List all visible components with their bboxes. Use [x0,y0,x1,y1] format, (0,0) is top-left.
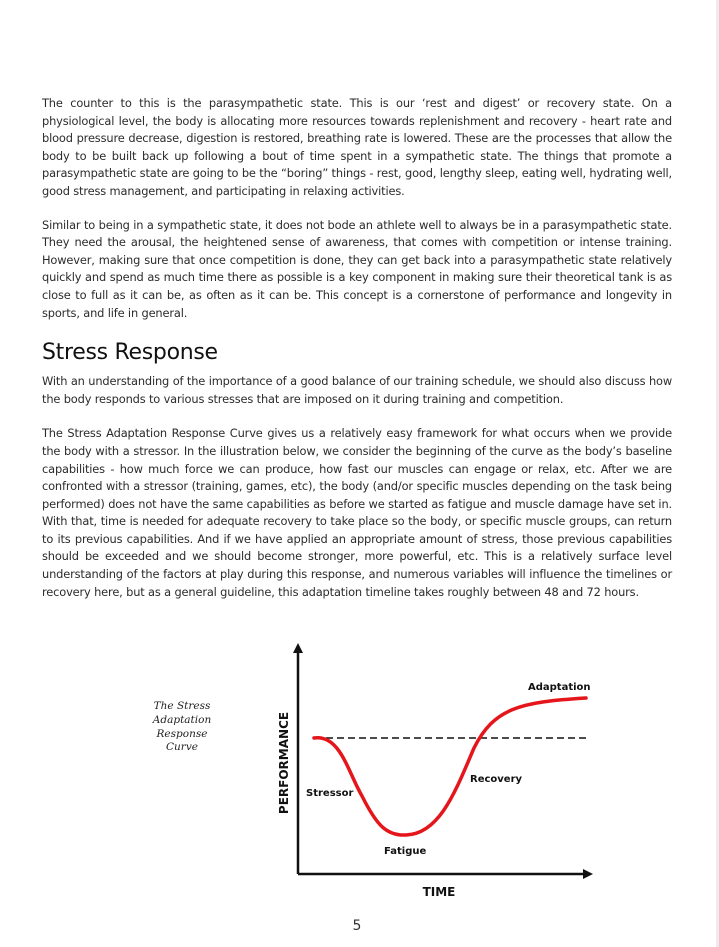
section-heading: Stress Response [42,340,218,366]
stress-adaptation-figure [140,638,610,903]
stress-response-curve [314,698,586,835]
y-axis-label: PERFORMANCE [277,711,291,815]
caption-line: Adaptation [152,713,212,726]
caption-line: Response [156,727,208,740]
paragraph-stress-curve: The Stress Adaptation Response Curve gives us a relatively easy framework for what occurs when we provide the body with a stressor. In the illustration below, we consider the beginning of the curve as the body’s baseline capabilities - how much force we can produce, how fast our muscles can engage or relax, etc. After we are confronted with a stressor (training, games, etc), the body (and/or specific muscles depending on the task being performed) does not have the same capabilities as before we started as fatigue and muscle damage have set in. With that, time is needed for adequate recovery to take place so the body, or specific muscle groups, can return to its previous capabilities. And if we have applied an appropriate amount of stress, those previous capabilities should be exceeded and we should become stronger, more powerful, etc. This is a relatively surface level understanding of the factors at play during this response, and numerous variables will influence the timelines or recovery here, but as a general guideline, this adaptation timeline takes roughly between 48 and 72 hours. [42,426,672,599]
paragraph-balance: Similar to being in a sympathetic state, it does not bode an athlete well to always be in a parasympathetic state. They need the arousal, the heightened sense of awareness, that comes with competition or intense training. However, making sure that once competition is done, they can get back into a parasympathetic state relatively quickly and spend as much time there as possible is a key component in making sure their theoretical tank is as close to full as it can be, as often as it can be. This concept is a cornerstone of performance and longevity in sports, and life in general. [42,217,672,320]
page-content [42,95,672,617]
caption-line: The Stress [153,700,211,712]
page-number: 5 [352,918,362,934]
caption-line: Curve [166,741,198,754]
paragraph-stress-intro: With an understanding of the importance of a good balance of our training schedule, we should also discuss how the body responds to various stresses that are imposed on it during training and competition. [42,374,672,406]
stress-curve-diagram [140,638,610,903]
adaptation-label: Adaptation [528,682,591,693]
x-axis-label: TIME [422,885,456,899]
recovery-label: Recovery [470,774,523,785]
stressor-label: Stressor [306,788,354,799]
fatigue-label: Fatigue [384,846,427,857]
paragraph-parasympathetic: The counter to this is the parasympathetic state. This is our ‘rest and digest’ or recovery state. On a physiological level, the body is allocating more resources towards replenishment and recovery - heart rate and blood pressure decrease, digestion is restored, breathing rate is lowered. These are the processes that allow the body to be built back up following a bout of time spent in a sympathetic state. The things that promote a parasympathetic state are going to be the “boring” things - rest, good, lengthy sleep, eating well, hydrating well, good stress management, and participating in relaxing activities. [42,96,672,198]
